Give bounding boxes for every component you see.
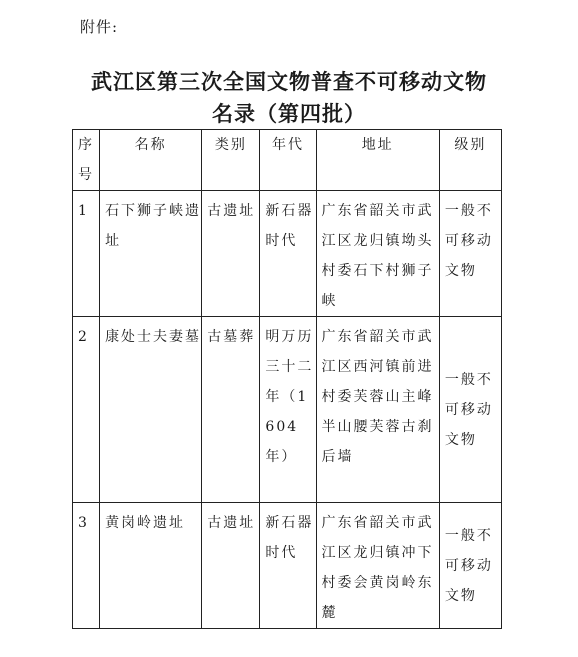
cell-address: 广东省韶关市武江区龙归镇冲下村委会黄岗岭东麓 — [316, 503, 439, 629]
header-seq-line2: 号 — [78, 167, 95, 183]
table-row — [73, 191, 502, 317]
attachment-label: 附件: — [80, 18, 119, 36]
header-level: 级别 — [439, 130, 501, 191]
table-header-row — [73, 130, 502, 191]
relics-table — [72, 129, 502, 629]
cell-type: 古遗址 — [202, 191, 260, 317]
cell-era: 新石器时代 — [260, 503, 316, 629]
table-row — [73, 317, 502, 503]
cell-name: 黄岗岭遗址 — [100, 503, 202, 629]
cell-level: 一般不可移动文物 — [439, 317, 501, 503]
cell-name: 康处士夫妻墓 — [100, 317, 202, 503]
cell-seq: 3 — [73, 503, 100, 629]
header-name: 名称 — [100, 130, 202, 191]
cell-name: 石下狮子峡遗址 — [100, 191, 202, 317]
header-seq-line1: 序 — [78, 137, 95, 153]
document-title-line2: 名录（第四批） — [212, 102, 366, 126]
header-seq — [73, 130, 100, 191]
cell-level: 一般不可移动文物 — [439, 503, 501, 629]
cell-address: 广东省韶关市武江区龙归镇坳头村委石下村狮子峡 — [316, 191, 439, 317]
cell-type: 古墓葬 — [202, 317, 260, 503]
cell-seq: 1 — [73, 191, 100, 317]
cell-era: 明万历三十二年（1604年） — [260, 317, 316, 503]
header-era: 年代 — [260, 130, 316, 191]
cell-address: 广东省韶关市武江区西河镇前进村委芙蓉山主峰半山腰芙蓉古刹后墙 — [316, 317, 439, 503]
cell-era: 新石器时代 — [260, 191, 316, 317]
cell-seq: 2 — [73, 317, 100, 503]
header-address: 地址 — [316, 130, 439, 191]
table-row — [73, 503, 502, 629]
cell-level: 一般不可移动文物 — [439, 191, 501, 317]
header-type: 类别 — [202, 130, 260, 191]
cell-type: 古遗址 — [202, 503, 260, 629]
document-title-line1: 武江区第三次全国文物普查不可移动文物 — [91, 70, 487, 94]
